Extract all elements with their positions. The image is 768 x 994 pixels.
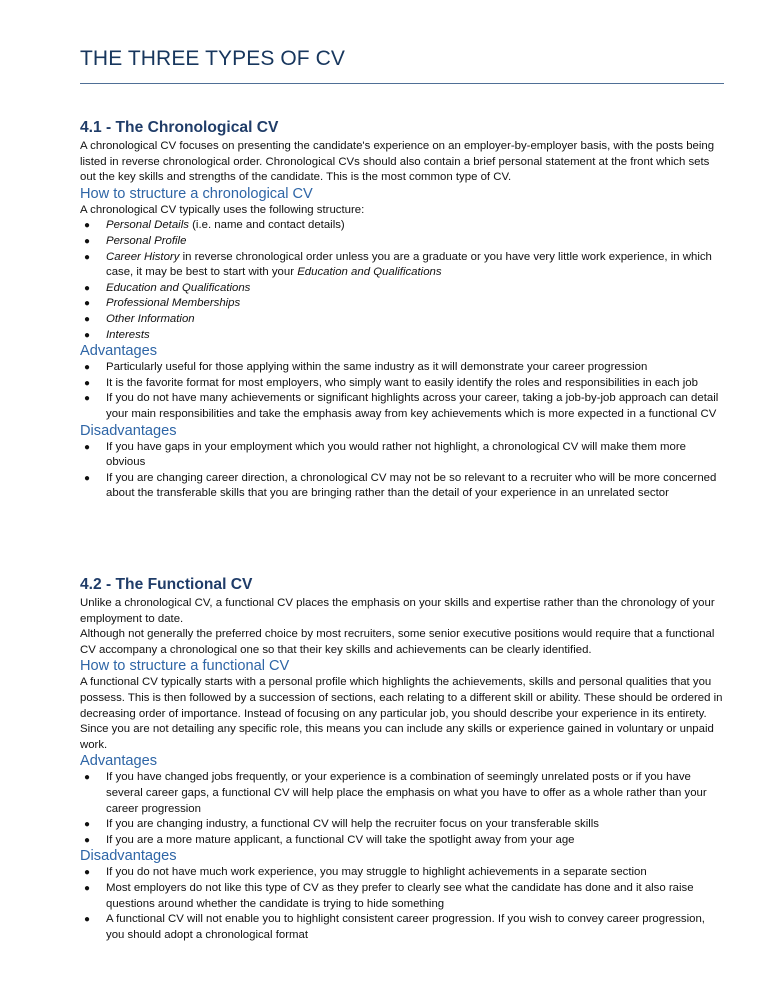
section-intro: A chronological CV focuses on presenting the candidate's experience on an employer-by-employer basis, with the posts being listed in reverse chronological order. Chronological CVs should also contain a brief personal statement at the front which sets out the key skills and strengths of the candidate. This is the most common type of CV. [80,140,715,184]
section-heading: 4.2 - The Functional CV [80,576,253,593]
bullet-icon: ● [84,282,91,294]
bullet-icon: ● [84,220,91,232]
list-item: ● Education and Qualifications [80,281,724,297]
list-item: ● A functional CV will not enable you to highlight consistent career progression. If you wish to convey career progression, you should adopt a chronological format [84,913,705,941]
disadvantages-heading: Disadvantages [80,848,177,865]
list-item: ● Personal Details (i.e. name and contact details) [80,218,724,234]
bullet-icon: ● [84,298,91,310]
structure-list [80,218,724,343]
list-item: ● Most employers do not like this type of CV as they prefer to clearly see what the candidate has done and it also raise questions around whether the candidate is trying to hide something [84,881,694,910]
disadvantages-heading: Disadvantages [80,422,177,439]
section-functional-cv [80,575,724,943]
page-title: THE THREE TYPES OF CV [80,47,346,70]
list-item: ● If you do not have much work experience, you may struggle to highlight achievements in a separate section [80,865,724,881]
structure-intro: A chronological CV typically uses the following structure: [80,203,365,216]
bullet-icon: ● [84,362,91,374]
advantages-list [80,360,724,422]
bullet-icon: ● [84,329,91,341]
bullet-icon: ● [84,441,91,453]
disadvantages-list [80,865,724,943]
section-intro: Unlike a chronological CV, a functional CV places the emphasis on your skills and expertise rather than the chronology of your employment to date. [80,597,715,625]
section-intro-secondary: Although not generally the preferred choice by most recruiters, some senior executive positions would require that a functional CV accompany a chronological one so that their key skills and achievements can be clearly identified. [80,628,715,656]
list-item: ● Particularly useful for those applying within the same industry as it will demonstrate your career progression [80,360,724,376]
advantages-heading: Advantages [80,753,158,770]
bullet-icon: ● [84,235,91,247]
bullet-icon: ● [84,772,91,784]
list-item: ● Interests [80,328,724,344]
disadvantages-list [80,440,724,502]
structure-heading: How to structure a chronological CV [80,185,313,202]
bullet-icon: ● [84,819,91,831]
list-item: ● Professional Memberships [80,296,724,312]
list-item: ● If you are changing industry, a functional CV will help the recruiter focus on your transferable skills [80,817,724,833]
advantages-list [80,770,724,848]
list-item: ● Personal Profile [80,234,724,250]
bullet-icon: ● [84,867,91,879]
bullet-icon: ● [84,472,91,484]
list-item: ● If you have changed jobs frequently, or your experience is a combination of seemingly unrelated posts or if you have several career gaps, a functional CV will help place the emphasis on what you have to offer as a whole rather than your career progression [84,771,707,815]
advantages-heading: Advantages [80,343,158,360]
list-item: ● It is the favorite format for most employers, who simply want to easily identify the roles and responsibilities in each job [80,376,724,392]
bullet-icon: ● [84,251,91,263]
bullet-icon: ● [84,914,91,926]
bullet-icon: ● [84,377,91,389]
section-chronological-cv [80,118,724,502]
list-item: ● If you do not have many achievements or significant highlights across your career, taking a job-by-job approach can detail your main responsibilities and take the emphasis away from key achievements which is more expected in a functional CV [84,392,719,420]
title-divider [80,83,724,84]
list-item: ● If you are changing career direction, a chronological CV may not be so relevant to a recruiter who will be more concerned about the transferable skills that you are bringing rather than the detail of your experience in an unrelated sector [84,471,717,500]
bullet-icon: ● [84,393,91,405]
list-item: ● Career History in reverse chronological order unless you are a graduate or you have very little work experience, in which case, it may be best to start with your Education and Qualifications [84,250,712,279]
bullet-icon: ● [84,882,91,894]
structure-text: A functional CV typically starts with a personal profile which highlights the achievements, skills and personal qualities that you possess. This is then followed by a succession of sections, each relating to a different skill or ability. These should be ordered in decreasing order of importance. Instead of focusing on any particular job, you should describe your experience in its entirety. Since you are not detailing any specific role, this means you can include any skills or experience gained in voluntary or unpaid work. [80,676,723,751]
list-item: ● If you are a more mature applicant, a functional CV will take the spotlight away from your age [80,833,724,849]
list-item: ● If you have gaps in your employment which you would rather not highlight, a chronological CV will make them more obvious [84,440,686,469]
section-heading: 4.1 - The Chronological CV [80,119,279,136]
list-item: ● Other Information [80,312,724,328]
structure-heading: How to structure a functional CV [80,658,290,675]
bullet-icon: ● [84,834,91,846]
bullet-icon: ● [84,313,91,325]
